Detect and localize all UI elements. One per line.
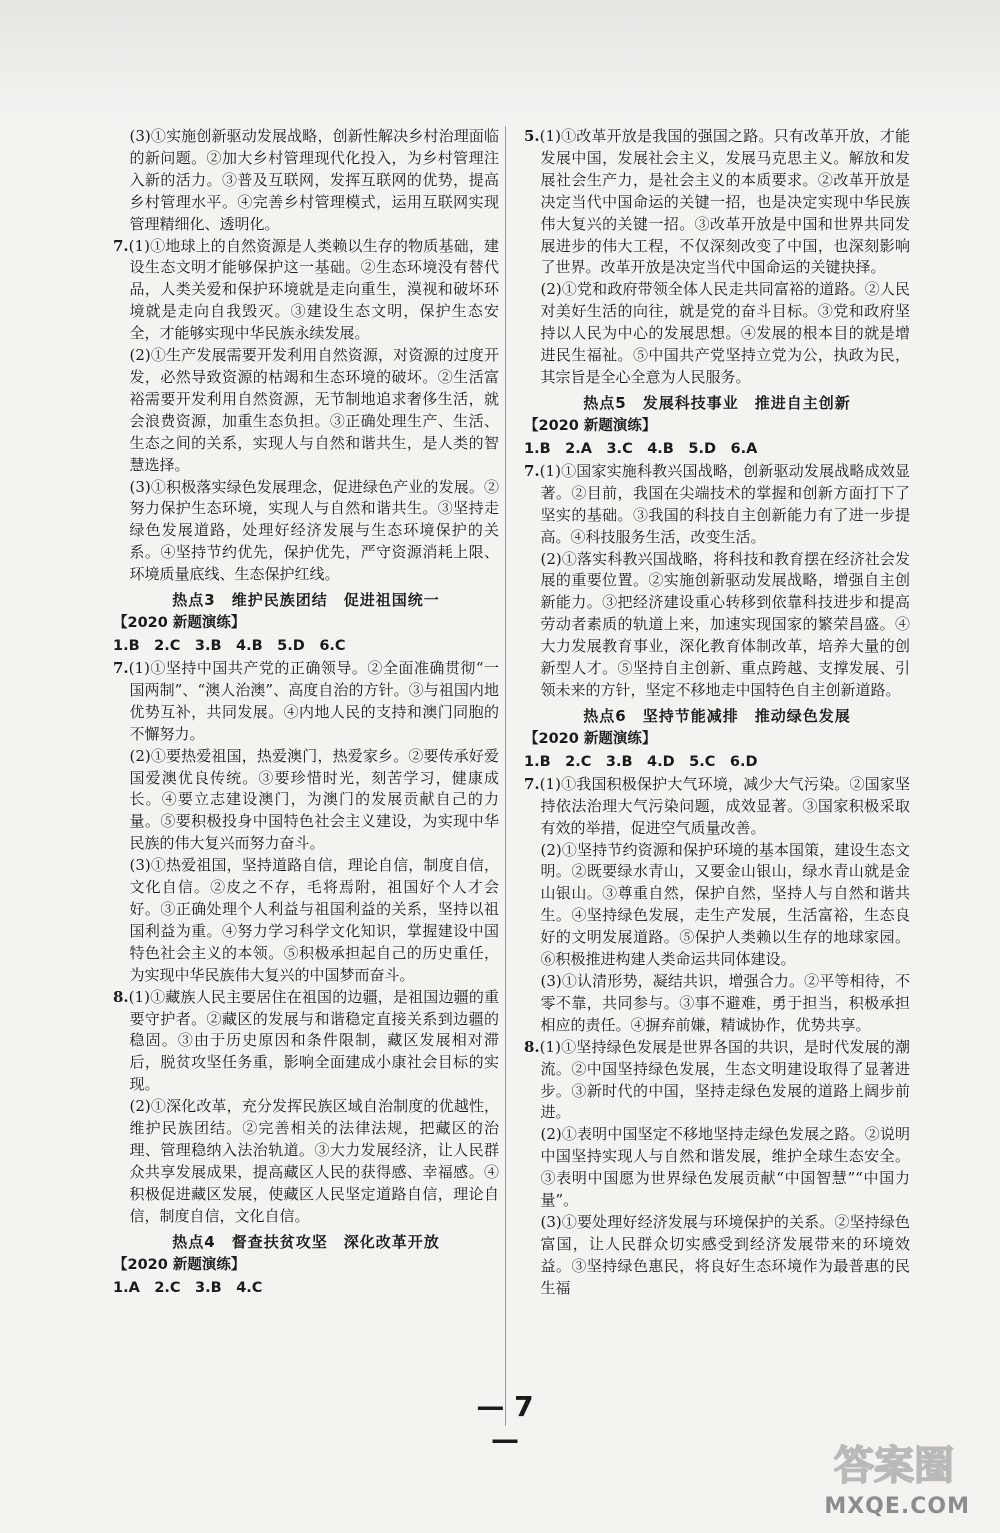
answer-text: (1)①坚持中国共产党的正确领导。②全面准确贯彻“一国两制”、“澳人治澳”、高度自治的方针。③与祖国内地优势互补，共同发展。④内地人民的支持和澳门同胞的不懈努力。: [128, 659, 499, 743]
section-heading: 热点6 坚持节能减排 推动绿色发展: [583, 706, 851, 725]
answer-text: (1)①藏族人民主要居住在祖国的边疆，是祖国边疆的重要守护者。②藏区的发展与和谐稳定直接关系到边疆的稳固。③由于历史原因和条件限制，藏区发展相对滞后，脱贫攻坚任务重，影响全面建成小康社会目标的实现。: [128, 987, 499, 1094]
question-7-part-1: [524, 461, 910, 549]
column-divider: [505, 126, 506, 1426]
question-7-part-1: [524, 774, 910, 840]
choice-answers: 1.B 2.A 3.C 4.B 5.D 6.A: [524, 440, 758, 457]
answer-text: (1)①国家实施科教兴国战略，创新驱动发展战略成效显著。②目前，我国在尖端技术的掌握和创新方面打下了坚实的基础。③我国的科技自主创新能力有了进一步提高。④科技服务生活，改变生活。: [539, 461, 910, 546]
watermark-chars: 答案圈: [834, 1443, 954, 1489]
answer-paragraph: (3)①认清形势，凝结共识，增强合力。②平等相待，不零不靠，共同参与。③事不避难，勇于担当，积极承担相应的责任。④摒弃前嫌，精诚协作，优势共享。: [540, 972, 910, 1034]
answer-paragraph: (3)①热爱祖国，坚持道路自信，理论自信，制度自信，文化自信。②皮之不存，毛将焉附，祖国好个人才会好。③正确处理个人利益与祖国利益的关系，坚持以祖国利益为重。④努力学习科学文化知识，掌握建设中国特色社会主义的本领。⑤积极承担起自己的历史重任，为实现中华民族伟大复兴的中国梦而奋斗。: [129, 856, 499, 984]
question-5-part-1: [524, 126, 910, 279]
answer-text: (1)①改革开放是我国的强国之路。只有改革开放，才能发展中国，发展社会主义，发展马克思主义。解放和发展社会生产力，是社会主义的本质要求。②改革开放是决定当代中国命运的关键一招，也是决定实现中华民族伟大复兴的关键一招。③改革开放是中国和世界共同发展进步的伟大工程，不仅深刻改变了中国，也深刻影响了世界。改革开放是决定当代中国命运的关键抉择。: [539, 127, 910, 277]
answer-paragraph: (2)①深化改革，充分发挥民族区域自治制度的优越性，维护民族团结。②完善相关的法律法规，把藏区的治理、管理稳纳入法治轨道。③大力发展经济，让人民群众共享发展成果，提高藏区人民的获得感、幸福感。④积极促进藏区发展，使藏区人民坚定道路自信，理论自信，制度自信，文化自信。: [129, 1097, 499, 1225]
practice-tag: 【2020 新题演练】: [524, 417, 657, 434]
question-8-part-1: [113, 987, 499, 1097]
question-7-part-1: [113, 236, 499, 346]
answer-paragraph: (2)①坚持节约资源和保护环境的基本国策，建设生态文明。②既要绿水青山，又要金山银山，绿水青山就是金山银山。③尊重自然，保护自然，坚持人与自然和谐共生。④坚持绿色发展，走生产发展，生活富裕，生态良好的文明发展道路。⑤保护人类赖以生存的地球家园。⑥积极推进构建人类命运共同体建设。: [540, 840, 910, 969]
answer-text: (1)①坚持绿色发展是世界各国的共识，是时代发展的潮流。②中国坚持绿色发展，生态文明建设取得了显著进步。③新时代的中国，坚持走绿色发展的道路上阔步前进。: [539, 1037, 910, 1122]
answer-paragraph: (2)①表明中国坚定不移地坚持走绿色发展之路。②说明中国坚持实现人与自然和谐发展，维护全球生态安全。③表明中国愿为世界绿色发展贡献“中国智慧”“中国力量”。: [540, 1125, 910, 1210]
left-column: [113, 126, 499, 1300]
answer-text: (1)①地球上的自然资源是人类赖以生存的物质基础，建设生态文明才能够保护这一基础。②生态环境没有替代品，人类关爱和保护环境就是走向重生，漠视和破坏环境就是走向自我毁灭。③建设生态文明，保护生态安全，才能够实现中华民族永续发展。: [128, 236, 499, 343]
question-number: 5.: [524, 127, 540, 145]
practice-tag: 【2020 新题演练】: [113, 615, 246, 632]
question-number: 7.: [113, 236, 129, 255]
answer-text: (1)①我国积极保护大气环境，减少大气污染。②国家坚持依法治理大气污染问题，成效显著。③国家积极采取有效的举措，促进空气质量改善。: [539, 774, 910, 837]
answer-paragraph: (2)①生产发展需要开发利用自然资源，对资源的过度开发，必然导致资源的枯竭和生态环境的破坏。②生活富裕需要开发利用自然资源，无节制地追求奢侈生活，就会浪费资源，加重生态负担。③正确处理生产、生活、生态之间的关系，实现人与自然和谐共生，是人类的智慧选择。: [129, 346, 499, 474]
section-heading: 热点5 发展科技事业 推进自主创新: [583, 393, 851, 412]
question-7-part-1: [113, 658, 499, 746]
answer-paragraph: (3)①积极落实绿色发展理念，促进绿色产业的发展。②努力保护生态环境，实现人与自然和谐共生。③坚持走绿色发展道路，处理好经济发展与生态环境保护的关系。④坚持节约优先，保护优先，严守资源消耗上限、环境质量底线、生态保护红线。: [129, 477, 499, 584]
answer-paragraph: (2)①党和政府带领全体人民走共同富裕的道路。②人民对美好生活的向往，就是党的奋斗目标。③党和政府坚持以人民为中心的发展思想。④发展的根本目的就是增进民生福祉。⑤中国共产党坚持立党为公，执政为民，其宗旨是全心全意为人民服务。: [540, 280, 910, 386]
page-number: — 7 —: [476, 1390, 534, 1456]
choice-answers: 1.B 2.C 3.B 4.B 5.D 6.C: [113, 638, 346, 655]
practice-tag: 【2020 新题演练】: [524, 730, 657, 747]
question-8-part-1: [524, 1037, 910, 1125]
watermark-url: MXQE.COM: [824, 1494, 970, 1519]
answer-paragraph: (2)①要热爱祖国，热爱澳门，热爱家乡。②要传承好爱国爱澳优良传统。③要珍惜时光，刻苦学习，健康成长。④要立志建设澳门，为澳门的发展贡献自己的力量。⑤要积极投身中国特色社会主义建设，为实现中华民族的伟大复兴而努力奋斗。: [129, 746, 499, 853]
answer-paragraph: (3)①要处理好经济发展与环境保护的关系。②坚持绿色富国，让人民群众切实感受到经济发展带来的环境效益。③坚持绿色惠民，将良好生态环境作为最普惠的民生福: [540, 1212, 910, 1297]
right-column: [524, 126, 910, 1300]
question-number: 8.: [113, 987, 129, 1006]
question-number: 8.: [524, 1037, 540, 1056]
practice-tag: 【2020 新题演练】: [113, 1256, 246, 1273]
choice-answers: 1.A 2.C 3.B 4.C: [113, 1279, 263, 1296]
question-number: 7.: [113, 659, 129, 678]
answer-paragraph: (2)①落实科教兴国战略，将科技和教育摆在经济社会发展的重要位置。②实施创新驱动发展战略，增强自主创新能力。③把经济建设重心转移到依靠科技进步和提高劳动者素质的轨道上来，加速实现国家的繁荣昌盛。④大力发展教育事业，深化教育体制改革，培养大量的创新型人才。⑤坚持自主创新、重点跨越、支撑发展、引领未来的方针，坚定不移地走中国特色自主创新道路。: [540, 549, 910, 699]
answer-paragraph: (3)①实施创新驱动发展战略，创新性解决乡村治理面临的新问题。②加大乡村管理现代化投入，为乡村管理注入新的活力。③普及互联网，发挥互联网的优势，提高乡村管理水平。④完善乡村管理模式，运用互联网实现管理精细化、透明化。: [129, 127, 499, 233]
section-heading: 热点3 维护民族团结 促进祖国统一: [172, 591, 440, 610]
question-number: 7.: [524, 461, 540, 480]
top-scan-band: [0, 0, 1000, 120]
question-number: 7.: [524, 774, 540, 793]
section-heading: 热点4 督查扶贫攻坚 深化改革开放: [172, 1232, 440, 1251]
choice-answers: 1.B 2.C 3.B 4.D 5.C 6.D: [524, 753, 758, 770]
